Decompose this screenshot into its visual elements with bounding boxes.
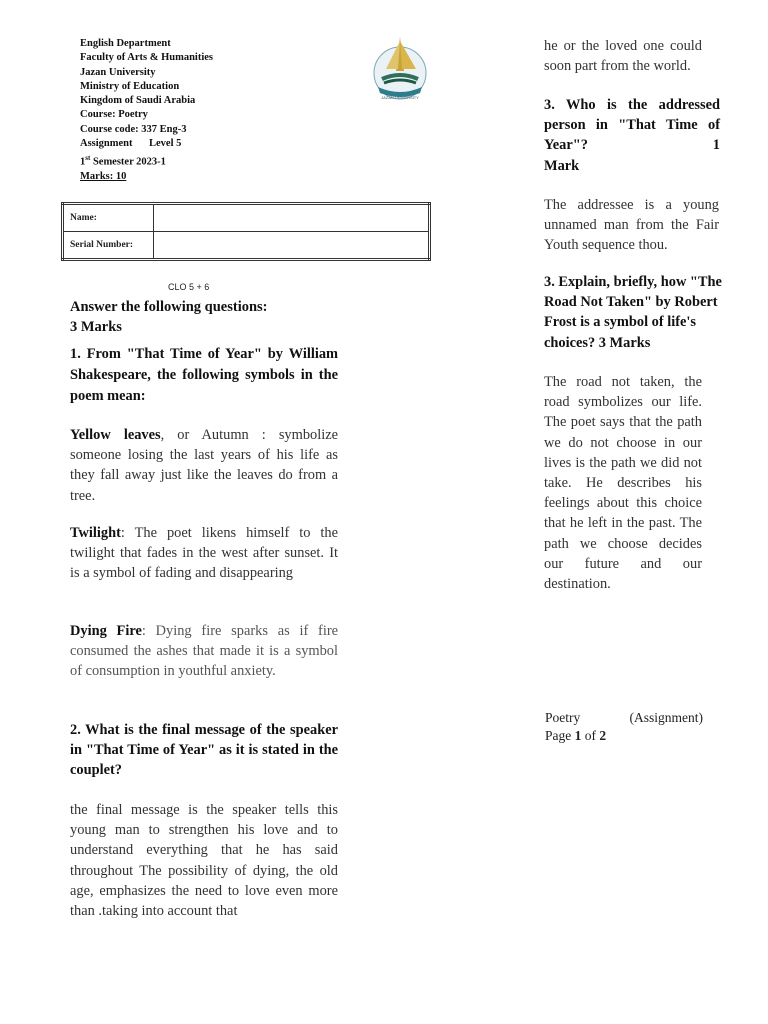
serial-number-label: Serial Number: — [63, 232, 154, 260]
kingdom-line: Kingdom of Saudi Arabia — [80, 95, 196, 107]
text-dying-fire: : Dying fire sparks as if fire consumed the ashes that made it is a symbol of consumption in youthful anxiety. — [70, 623, 338, 680]
answer-yellow-leaves — [70, 425, 338, 506]
instructions — [70, 297, 268, 337]
answer-3a: The addressee is a young unnamed man from the Fair Youth sequence thou. — [544, 197, 719, 254]
university-logo — [364, 31, 436, 111]
answer-2: the final message is the speaker tells this young man to strengthen his love and to understand everything that he has said throughout The possibility of dying, the old age, emphasizes the need to love even more than .taking into account that — [70, 802, 338, 920]
assignment-label: Assignment — [80, 138, 133, 150]
question-3a-text: 3. Who is the addressed person in "That Time of Year"? — [544, 97, 720, 154]
course-line: Course: Poetry — [80, 109, 148, 121]
course-code-line: Course code: 337 Eng-3 — [80, 123, 187, 135]
answer-2-continued: he or the loved one could soon part from the world. — [544, 38, 702, 75]
serial-number-field[interactable] — [154, 232, 430, 260]
page-prefix: Page — [545, 728, 575, 743]
answer-twilight — [70, 523, 338, 584]
ministry-line: Ministry of Education — [80, 80, 180, 92]
student-info-table — [61, 202, 431, 261]
semester-text: Semester 2023-1 — [90, 156, 166, 168]
instructions-line: Answer the following questions: — [70, 299, 268, 315]
question-2: 2. What is the final message of the speaker in "That Time of Year" as it is stated in the couplet? — [70, 722, 338, 779]
faculty-line: Faculty of Arts & Humanities — [80, 52, 213, 64]
page-total: 2 — [599, 728, 607, 743]
term-twilight: Twilight — [70, 525, 121, 541]
dept-line: English Department — [80, 38, 171, 49]
footer-course: Poetry — [545, 710, 581, 725]
semester-num: 1 — [80, 156, 86, 168]
text-twilight: : The poet likens himself to the twilight that fades in the west after sunset. It is a symbol of fading and disappearing — [70, 525, 338, 582]
assignment-line — [80, 137, 213, 151]
semester-sup: st — [85, 154, 91, 163]
footer-type: (Assignment) — [629, 710, 703, 725]
name-field[interactable] — [154, 204, 430, 232]
question-3a-mark-word: Mark — [544, 157, 580, 174]
answer-3b: The road not taken, the road symbolizes our life. The poet says that the path we do not choose in our lives is the path we did not take. He describes his feelings about this choice that he left in the past. The path we choose decides our future and our destination. — [544, 374, 702, 593]
answer-dying-fire — [70, 621, 338, 682]
name-label: Name: — [63, 204, 154, 232]
page-current: 1 — [574, 728, 582, 743]
university-line: Jazan University — [80, 66, 156, 78]
question-3a-mark: 1 — [712, 137, 720, 154]
term-yellow-leaves: Yellow leaves — [70, 427, 161, 443]
page-of: of — [581, 728, 600, 743]
clo-label: CLO 5 + 6 — [168, 282, 210, 292]
semester-line — [80, 151, 213, 170]
marks-line: Marks: 10 — [80, 171, 127, 183]
logo-text: JAZAN UNIVERSITY — [381, 95, 419, 100]
page-footer — [545, 709, 703, 745]
text-yellow-leaves: , or Autumn : symbolize someone losing the last years of his life as they fall away just like the leaves do from a tree. — [70, 427, 338, 504]
header-block — [80, 37, 213, 184]
page-number — [545, 727, 703, 745]
question-3b: 3. Explain, briefly, how "The Road Not Taken" by Robert Frost is a symbol of life's choices? 3 Marks — [544, 274, 722, 351]
term-dying-fire: Dying Fire — [70, 623, 142, 639]
instructions-marks: 3 Marks — [70, 319, 122, 335]
question-1: 1. From "That Time of Year" by William Shakespeare, the following symbols in the poem mean: — [70, 346, 338, 405]
level-label: Level 5 — [149, 138, 182, 150]
question-3a — [544, 95, 720, 176]
